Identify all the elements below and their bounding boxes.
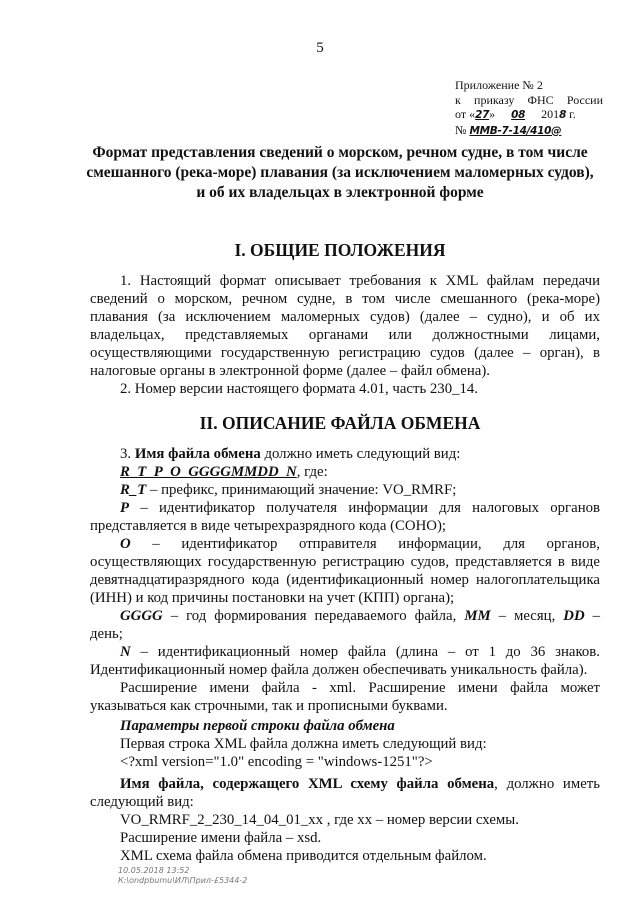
paragraph-2: 2. Номер версии настоящего формата 4.01, часть 230_14. <box>120 381 479 397</box>
definition-date: GGGG – год формирования передаваемого файла, MM – месяц, DD – <box>120 608 601 624</box>
definition-o: O – идентификатор отправителя информации, для органов, <box>120 536 600 552</box>
first-line-heading: Параметры первой строки файла обмена <box>120 718 395 734</box>
schema-extension: Расширение имени файла – xsd. <box>120 830 322 846</box>
footer-stamp: 10.05.2018 13:52 К:\ondpbumu\ИЛ\Прил-£5344-2 <box>118 866 248 885</box>
definition-p: P – идентификатор получателя информации для налоговых органов <box>120 500 600 516</box>
appendix-block <box>455 78 603 138</box>
appendix-order-line: к приказу ФНС России <box>455 92 603 107</box>
appendix-date-line: от «27» 08 2018 г. <box>455 107 576 121</box>
file-name-pattern: R_T_P_O_GGGGMMDD_N, где: <box>120 464 328 480</box>
definition-n: N – идентификационный номер файла (длина – от 1 до 36 знаков. <box>120 644 600 660</box>
document-title: Формат представления сведений о морском, речном судне, в том числе смешанного (река-море) плавания (за исключением маломерных судов), и об их владельцах в электронной форме <box>86 144 594 201</box>
appendix-title: Приложение № 2 <box>455 78 543 92</box>
page-number: 5 <box>316 40 324 56</box>
extension-note: Расширение имени файла - xml. Расширение имени файла может <box>120 680 600 696</box>
paragraph-3: 3. Имя файла обмена должно иметь следующий вид: <box>120 446 461 462</box>
definition-rt: R_T – префикс, принимающий значение: VO_RMRF; <box>120 482 457 498</box>
section-2-heading: II. ОПИСАНИЕ ФАЙЛА ОБМЕНА <box>199 413 481 433</box>
handwritten-month: 08 <box>511 109 526 121</box>
handwritten-order-number: ММВ-7-14/410@ <box>469 124 562 137</box>
paragraph-1: 1. Настоящий формат описывает требования к XML файлам передачи сведений о морском, речном судне, в том числе смешанного (река-море) плавания (за исключением маломерных судов) (далее – судно), и об их владельцах, представляемых органами или должностными лицами, осуществляющими государственную регистрацию судов (далее – орган), в налоговые органы в электронной форме (далее – файл обмена). 2. Номер версии настоящего формата 4.01, часть 230_14. <box>90 273 600 397</box>
schema-note: XML схема файла обмена приводится отдельным файлом. <box>120 848 487 864</box>
section-1-heading: I. ОБЩИЕ ПОЛОЖЕНИЯ <box>234 240 446 260</box>
xml-declaration: <?xml version="1.0" encoding = "windows-1251"?> <box>120 754 433 770</box>
appendix-number-line: № ММВ-7-14/410@ <box>455 122 562 137</box>
schema-file-name: Имя файла, содержащего XML схему файла обмена, должно иметь <box>120 776 600 792</box>
handwritten-year: 8 <box>559 109 567 121</box>
handwritten-day: 27 <box>475 109 490 121</box>
first-line-text: Первая строка XML файла должна иметь следующий вид: <box>120 736 487 752</box>
section-2-body: 3. Имя файла обмена должно иметь следующий вид: R_T_P_O_GGGGMMDD_N, где: R_T – префикс, принимающий значение: VO_RMRF; P – идентификатор получателя информации для налоговых органов представляется в виде четырехразрядного кода (СОНО); O – идентификатор отправителя информации, для органов, осуществляющих государственную регистрацию судов, представляется в виде девятнадцатиразрядного кода (идентификационный номер налогоплательщика (ИНН) и код причины постановки на учет (КПП) органа); GGGG – год формирования передаваемого файла, MM – месяц, DD – день; N – идентификационный номер файла (длина – от 1 до 36 знаков. Идентификационный номер файла должен обеспечивать уникальность файла). Расширение имени файла - xml. Расширение имени файла может указываться как строчными, так и прописными буквами. Параметры первой строки файла обмена Первая строка XML файла должна иметь следующий вид: <?xml version="1.0" encoding = "windows-1251"?> Имя файла, содержащего XML схему файла обмена, должно иметь следующий вид: VO_RMRF_2_230_14_04_01_xx , где хх – номер версии схемы. Расширение имени файла – xsd. XML схема файла обмена приводится отдельным файлом. <box>90 446 601 864</box>
schema-name-pattern: VO_RMRF_2_230_14_04_01_xx , где хх – номер версии схемы. <box>120 812 519 828</box>
